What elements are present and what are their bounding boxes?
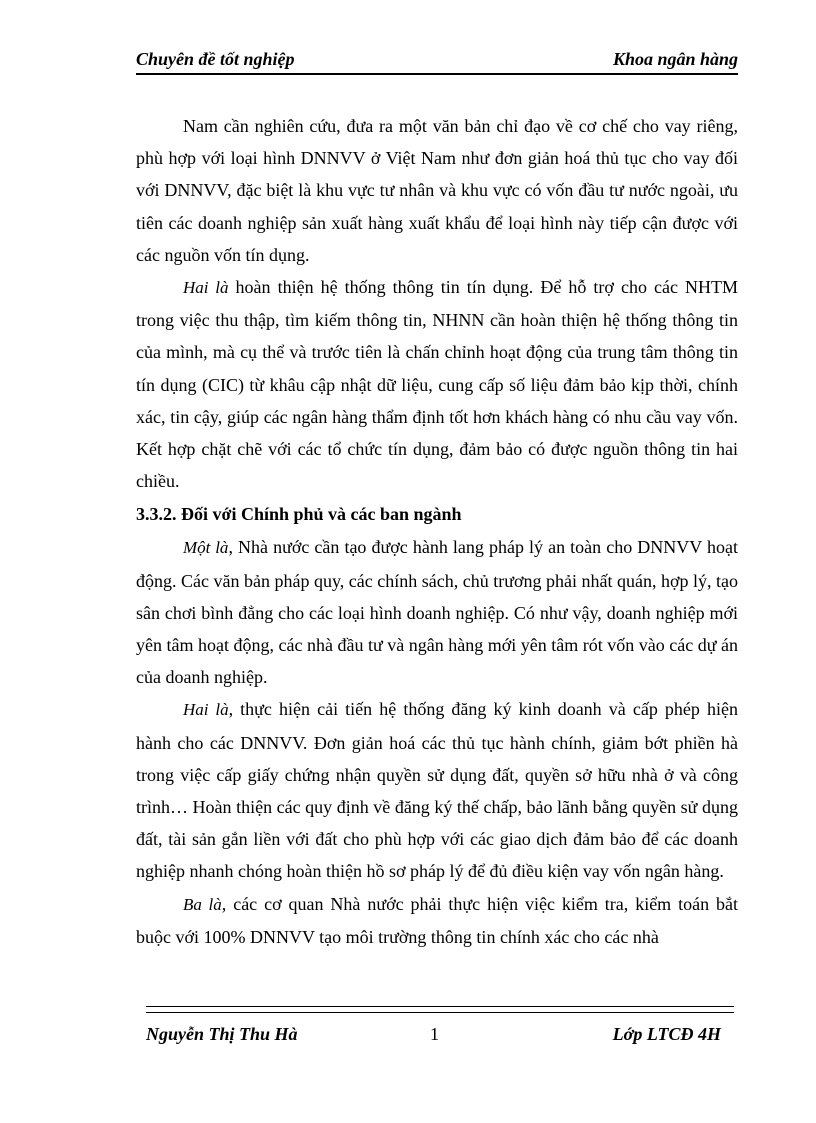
paragraph-text: hoàn thiện hệ thống thông tin tín dụng. Để hỗ trợ cho các NHTM trong việc thu thập, tìm kiếm thông tin, NHNN cần hoàn thiện hệ thống thông tin của mình, mà cụ thể và trước tiên là chấn chỉnh hoạt động của trung tâm thông tin tín dụng (CIC) từ khâu cập nhật dữ liệu, cung cấp số liệu đảm bảo kịp thời, chính xác, tin cậy, giúp các ngân hàng thẩm định tốt hơn khách hàng có nhu cầu vay vốn. Kết hợp chặt chẽ với các tổ chức tín dụng, đảm bảo có được nguồn thông tin hai chiều. bbox=[136, 277, 738, 492]
footer-author: Nguyễn Thị Thu Hà bbox=[146, 1024, 298, 1044]
header-title-right: Khoa ngân hàng bbox=[612, 49, 738, 69]
paragraph-lead: Một là bbox=[183, 538, 229, 558]
document-body bbox=[136, 110, 738, 953]
header-rule bbox=[136, 73, 738, 75]
page-header bbox=[136, 47, 738, 77]
paragraph-text: , Nhà nước cần tạo được hành lang pháp lý an toàn cho DNNVV hoạt động. Các văn bản pháp quy, các chính sách, chủ trương phải nhất quán, hợp lý, tạo sân chơi bình đẳng cho các loại hình doanh nghiệp. Có như vậy, doanh nghiệp mới yên tâm hoạt động, các nhà đầu tư và ngân hàng mới yên tâm rót vốn vào các dự án của doanh nghiệp. bbox=[136, 537, 738, 688]
paragraph-text: , các cơ quan Nhà nước phải thực hiện việc kiểm tra, kiểm toán bắt buộc với 100% DNNVV tạo môi trường thông tin chính xác cho các nhà bbox=[136, 893, 738, 947]
section-heading: 3.3.2. Đối với Chính phủ và các ban ngành bbox=[136, 504, 462, 525]
paragraph-2 bbox=[136, 271, 738, 497]
section-paragraph-2 bbox=[136, 693, 738, 887]
paragraph-text: , thực hiện cải tiến hệ thống đăng ký kinh doanh và cấp phép hiện hành cho các DNNVV. Đơn giản hoá các thủ tục hành chính, giảm bớt phiền hà trong việc cấp giấy chứng nhận quyền sử dụng đất, quyền sở hữu nhà ở và công trình… Hoàn thiện các quy định về đăng ký thế chấp, bảo lãnh bằng quyền sử dụng đất, tài sản gắn liền với đất cho phù hợp với các giao dịch đảm bảo để các doanh nghiệp nhanh chóng hoàn thiện hồ sơ pháp lý để đủ điều kiện vay vốn ngân hàng. bbox=[136, 699, 739, 882]
paragraph-lead: Hai là bbox=[183, 278, 229, 298]
footer-class: Lớp LTCĐ 4H bbox=[612, 1024, 721, 1044]
paragraph-lead: Ba là bbox=[183, 894, 222, 914]
section-paragraph-3 bbox=[136, 888, 738, 953]
header-title-left: Chuyên đề tốt nghiệp bbox=[136, 49, 295, 69]
section-paragraph-1 bbox=[136, 531, 738, 693]
page-number: 1 bbox=[430, 1024, 439, 1044]
paragraph-1 bbox=[136, 110, 738, 271]
paragraph-text: Nam cần nghiên cứu, đưa ra một văn bản chỉ đạo về cơ chế cho vay riêng, phù hợp với loại hình DNNVV ở Việt Nam như đơn giản hoá thủ tục cho vay đối với DNNVV, đặc biệt là khu vực tư nhân và khu vực có vốn đầu tư nước ngoài, ưu tiên các doanh nghiệp sản xuất hàng xuất khẩu để loại hình này tiếp cận được với các nguồn vốn tín dụng. bbox=[136, 116, 738, 265]
footer-rule bbox=[146, 1006, 734, 1013]
paragraph-lead: Hai là bbox=[183, 700, 229, 720]
